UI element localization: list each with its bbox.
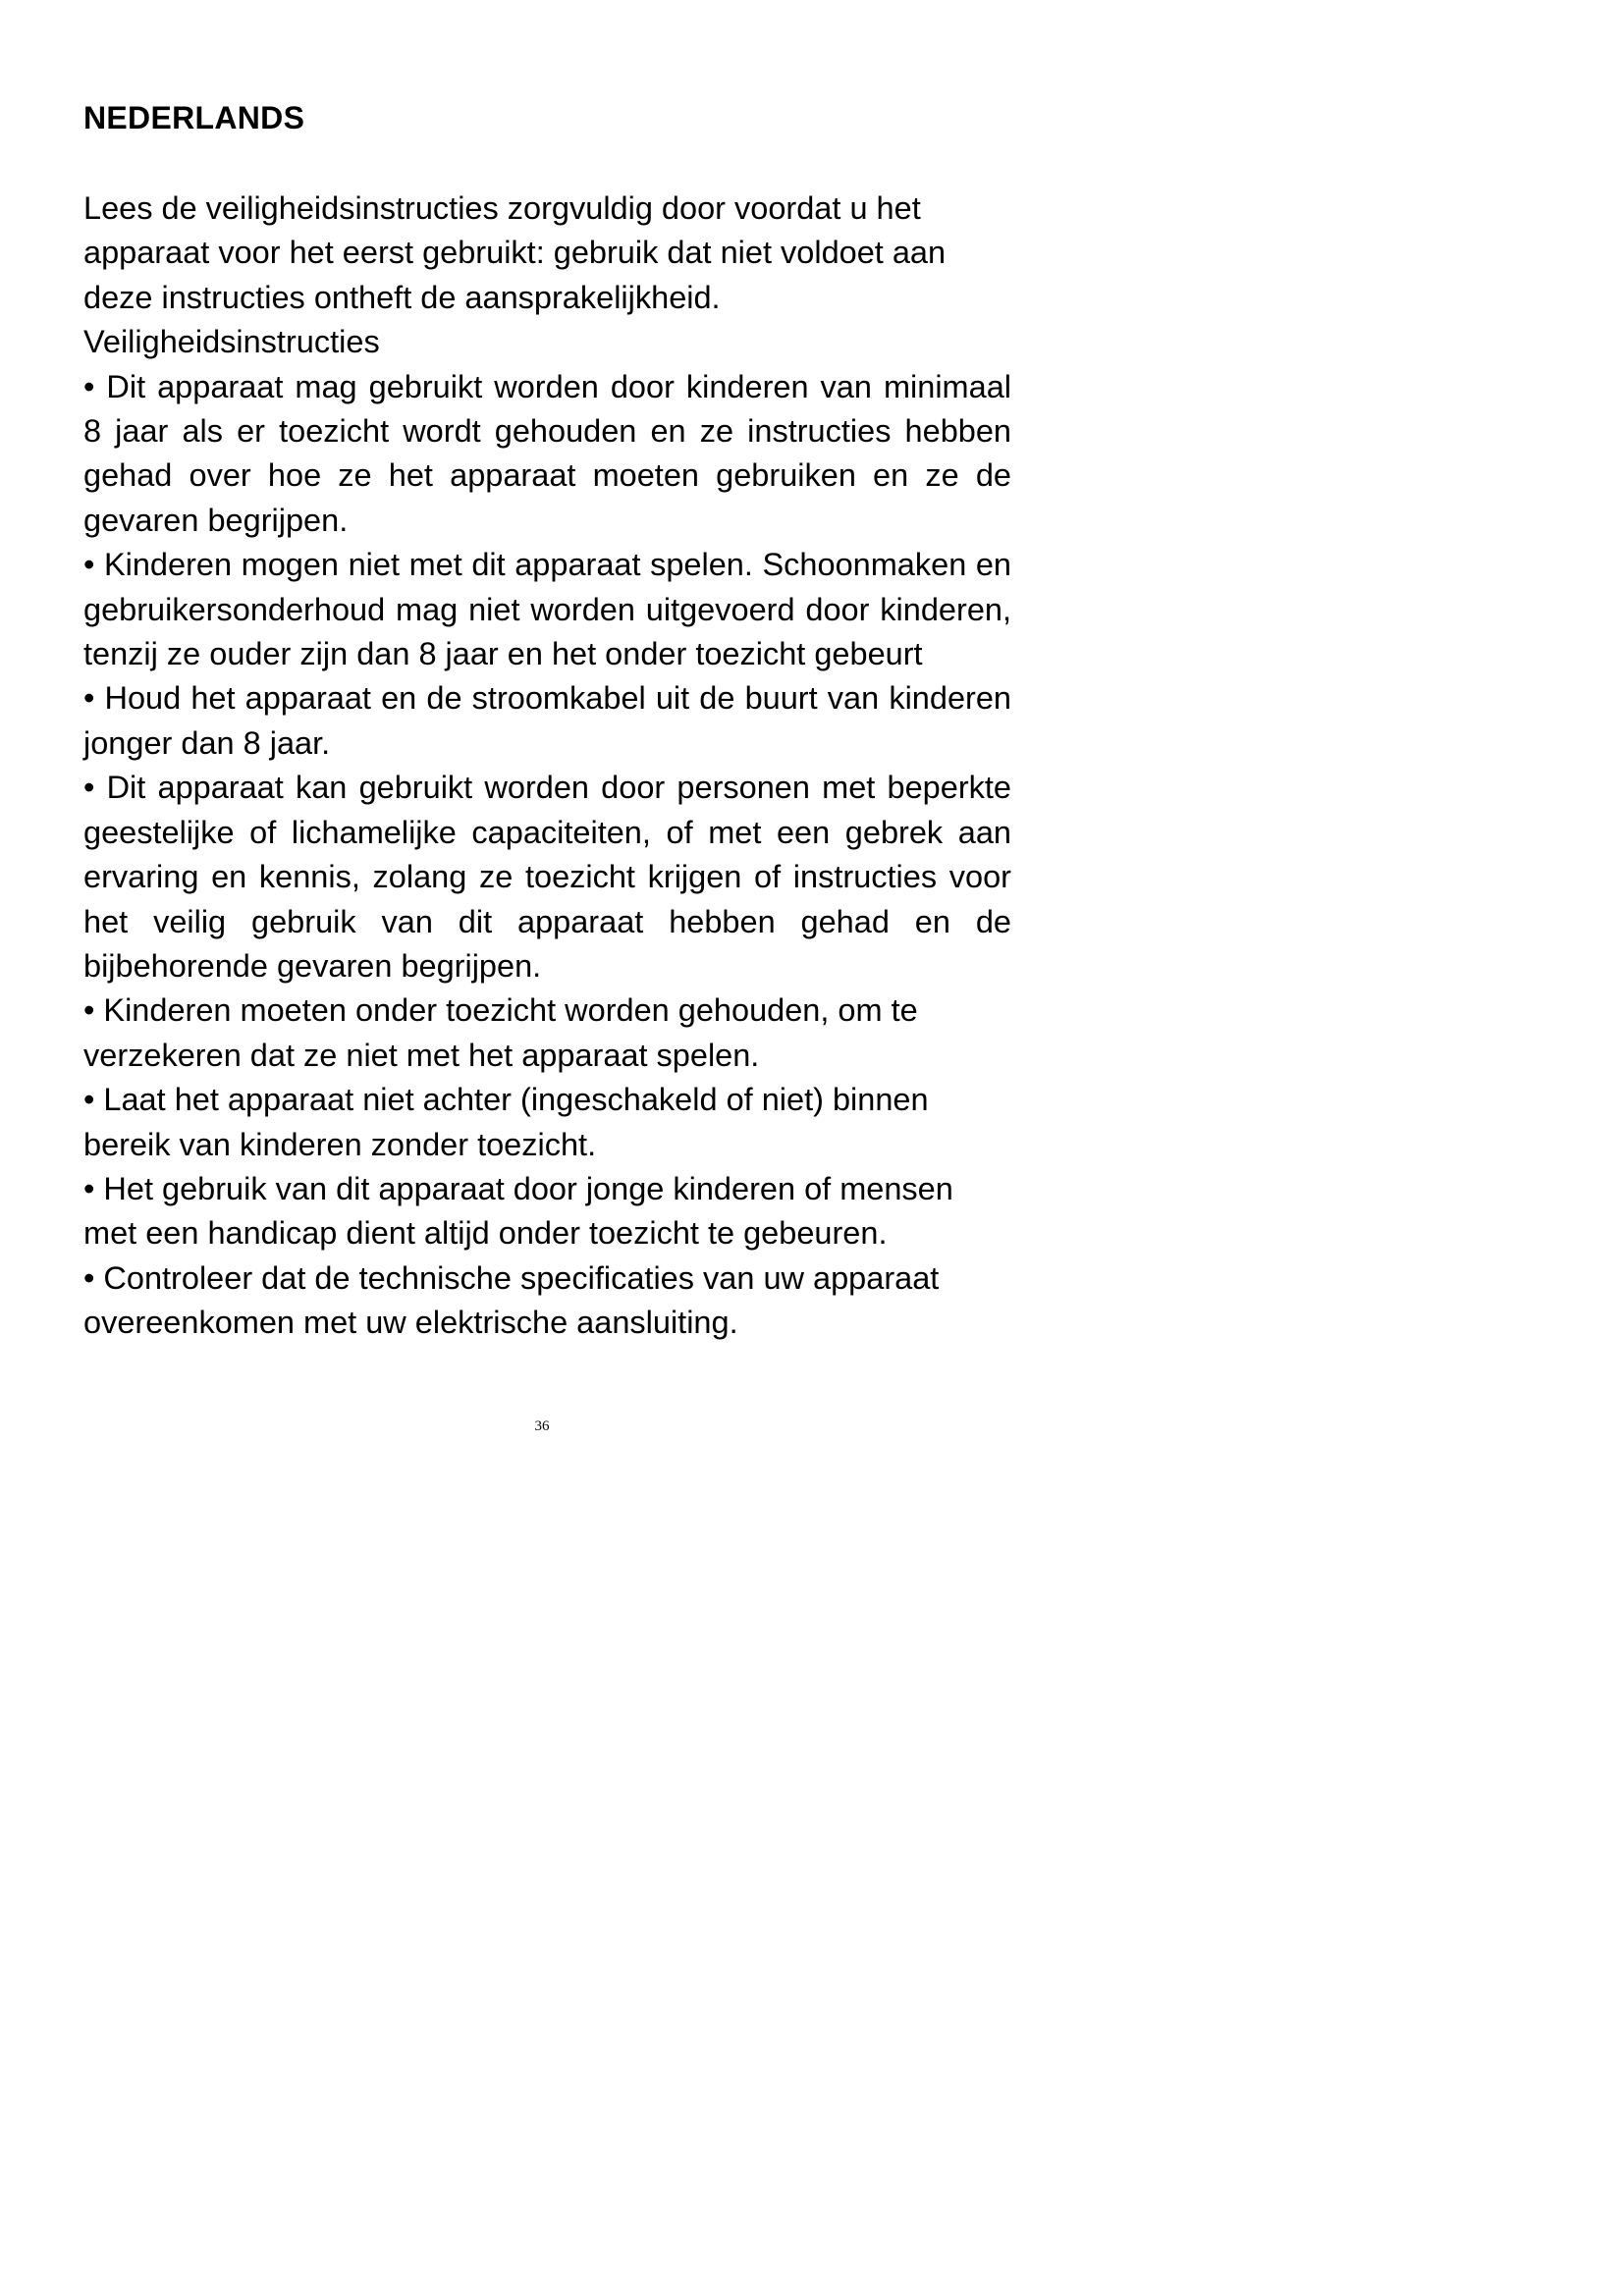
safety-text <box>83 187 1011 1346</box>
safety-item-young-children-handicap: • Het gebruik van dit apparaat door jonge kinderen of mensen met een handicap dient altijd onder toezicht te gebeuren. <box>83 1170 953 1252</box>
safety-item-supervise-children: • Kinderen moeten onder toezicht worden gehouden, om te verzekeren dat ze niet met het apparaat spelen. <box>83 992 918 1073</box>
safety-item-children-8-years: • Dit apparaat mag gebruikt worden door kinderen van minimaal 8 jaar als er toezicht wordt gehouden en ze instructies hebben gehad over hoe ze het apparaat moeten gebruiken en ze de gevaren begrijpen. <box>83 368 1011 538</box>
safety-item-unattended: • Laat het apparaat niet achter (ingeschakeld of niet) binnen bereik van kinderen zonder toezicht. <box>83 1082 929 1162</box>
intro-paragraph: Lees de veiligheidsinstructies zorgvuldig door voordat u het apparaat voor het eerst gebruikt: gebruik dat niet voldoet aan deze instructies ontheft de aansprakelijkheid. <box>83 190 947 315</box>
page-number: 36 <box>534 1418 550 1434</box>
section-title: Veiligheidsinstructies <box>83 324 380 360</box>
safety-item-children-play-cleaning: • Kinderen mogen niet met dit apparaat spelen. Schoonmaken en gebruikersonderhoud mag niet worden uitgevoerd door kinderen, tenzij ze ouder zijn dan 8 jaar en het onder toezicht gebeurt <box>83 547 1011 672</box>
manual-page <box>0 0 1084 1532</box>
safety-item-reduced-capabilities: • Dit apparaat kan gebruikt worden door personen met beperkte geestelijke of lichamelijke capaciteiten, of met een gebrek aan ervaring en kennis, zolang ze toezicht krijgen of instructies voor het veilig gebruik van dit apparaat hebben gehad en de bijbehorende gevaren begrijpen. <box>83 770 1011 984</box>
safety-item-keep-away-cable: • Houd het apparaat en de stroomkabel uit de buurt van kinderen jonger dan 8 jaar. <box>83 680 1011 761</box>
safety-item-technical-specs: • Controleer dat de technische specificaties van uw apparaat overeenkomen met uw elektrische aansluiting. <box>83 1259 940 1341</box>
language-heading: NEDERLANDS <box>83 100 305 135</box>
